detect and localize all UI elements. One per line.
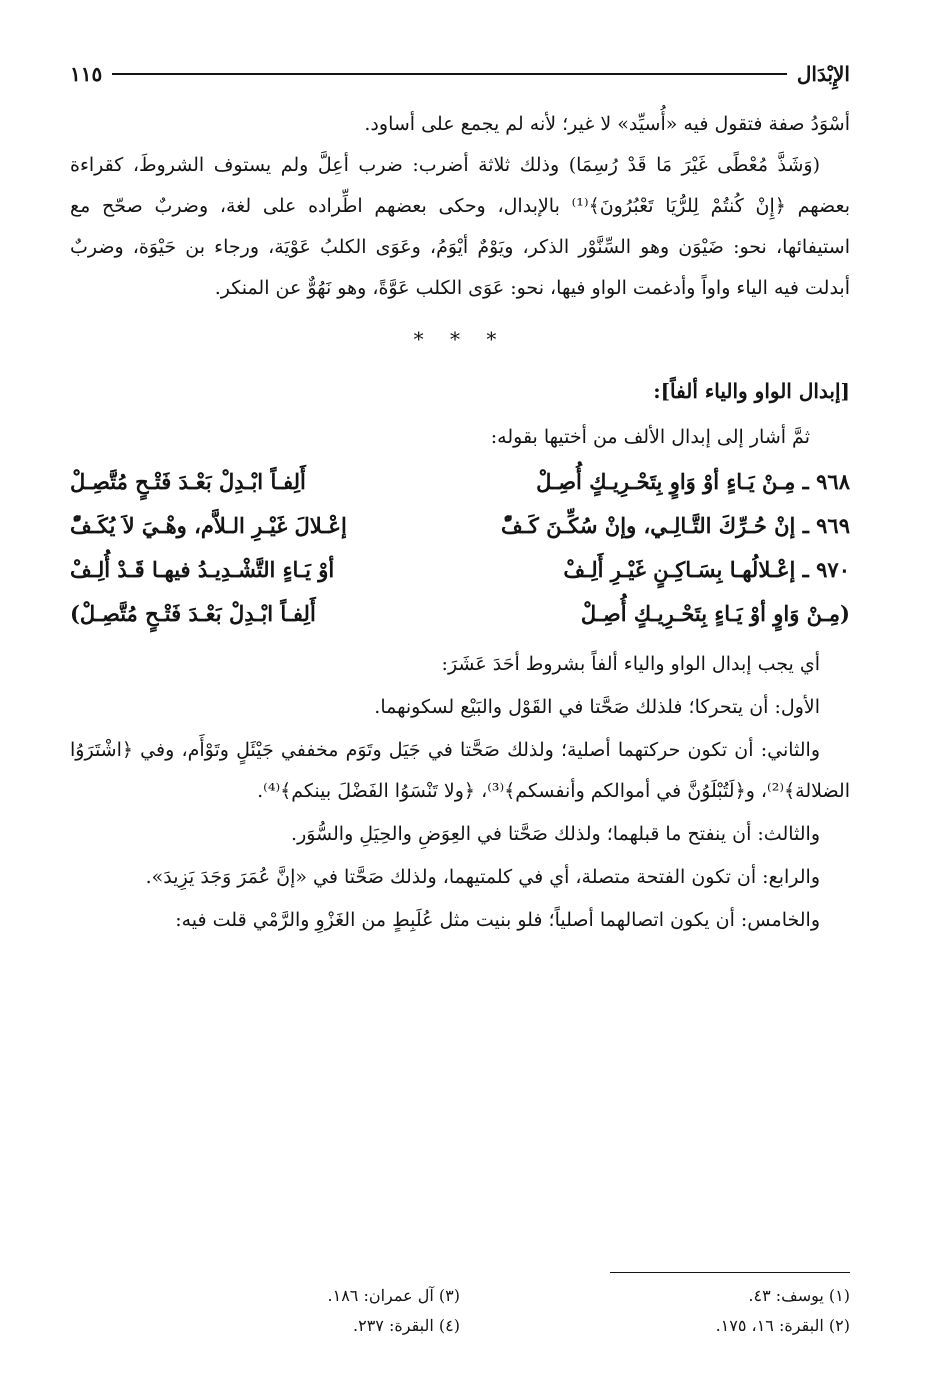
verse-second-hemistich: إعْـلالَ غَيْـرِ الـلاَّم، وهْـيَ لاَ يُكَـفّْ xyxy=(70,513,347,538)
footnote-rule xyxy=(610,1272,850,1273)
verse-intro: ثمَّ أشار إلى إبدال الألف من أختيها بقوله: xyxy=(490,426,810,448)
verse-first-hemistich: (مِـنْ وَاوٍ أوْ يَـاءٍ بِتَحْـرِيـكٍ أُصِـلْ xyxy=(580,601,850,626)
page-number: ١١٥ xyxy=(70,62,103,86)
verse-second-hemistich: أَلِفـاً ابْـدِلْ بَعْـدَ فَتْـحٍ مُتَّصِـلْ) xyxy=(70,601,316,626)
footnote: (٣) آل عمران: ١٨٦. xyxy=(327,1286,460,1305)
footnote-grid xyxy=(70,1281,850,1341)
paragraph: (وَشَذَّ مُعْطًى غَيْرَ مَا قَدْ رُسِمَا) وذلك ثلاثة أضرب: ضرب أعِلَّ ولم يستوف الشروطَ، كقراءة بعضهم ﴿إِنْ كُنتُمْ لِلرُّيَا تَعْبُرُونَ﴾⁽¹⁾ بالإبدال، وحكى بعضهم اطِّراده على لغة، وضربٌ صحّح مع استيفائها، نحو: ضَيْوَن وهو السِّنَّوْر الذكر، ويَوْمٌ أيْوَمُ، وعَوَى الكلبُ عَوْيَة، ورجاء بن حَيْوَة، وضربٌ أبدلت فيه الياء واواً وأدغمت الواو فيها، نحو: عَوَى الكلب عَوَّةً، وهو نَهُوٌّ عن المنكر. xyxy=(70,154,850,299)
footnote: (٢) البقرة: ١٦، ١٧٥. xyxy=(715,1316,850,1335)
header-rule xyxy=(112,73,787,75)
verse-line xyxy=(70,548,850,592)
verse-block xyxy=(70,460,850,636)
section-separator: * * * xyxy=(413,327,507,351)
footnote: (٤) البقرة: ٢٣٧. xyxy=(353,1316,460,1335)
verse-first-hemistich: ٩٧٠ ـ إعْـلالُهـا بِسَـاكِـنٍ غَيْـرِ أَلِـفْ xyxy=(563,557,850,582)
verse-first-hemistich: ٩٦٩ ـ إنْ حُـرِّكَ التَّـالِـي، وإنْ سُكِّـنَ كَـفّْ xyxy=(500,513,850,538)
paragraph: والرابع: أن تكون الفتحة متصلة، أي في كلمتيهما، ولذلك صَحَّتا في «إنَّ عُمَرَ وَجَدَ يَزِيدَ». xyxy=(145,866,820,888)
footnote-column-left xyxy=(70,1281,460,1341)
paragraph: والثاني: أن تكون حركتهما أصلية؛ ولذلك صَحَّتا في جَيَل وتَوَم مخففي جَيْئَلٍ وتَوْأَم، وفي ﴿اشْتَرَوُا الضلالة﴾⁽²⁾، و﴿لَتُبْلَوُنَّ في أموالكم وأنفسكم﴾⁽³⁾، ﴿ولا تَنْسَوُا الفَضْلَ بينكم﴾⁽⁴⁾. xyxy=(70,739,850,802)
footnote: (١) يوسف: ٤٣. xyxy=(748,1286,850,1305)
running-header xyxy=(70,54,850,94)
verse-second-hemistich: أوْ يَـاءٍ التَّشْـدِيـدُ فيهـا قَـدْ أُلِـفْ xyxy=(70,557,335,582)
page-body xyxy=(70,54,850,941)
chapter-title: الإِبْدَال xyxy=(796,62,850,86)
verse-line xyxy=(70,504,850,548)
paragraph: الأول: أن يتحركا؛ فلذلك صَحَّتا في القَوْل والبَيْع لسكونهما. xyxy=(374,696,820,718)
verse-first-hemistich: ٩٦٨ ـ مِـنْ يَـاءٍ أوْ وَاوٍ بِتَحْـرِيـكٍ أُصِـلْ xyxy=(536,469,850,494)
verse-line xyxy=(70,460,850,504)
footnote-column-right xyxy=(460,1281,850,1341)
verse-line xyxy=(70,592,850,636)
paragraph: والخامس: أن يكون اتصالهما أصلياً؛ فلو بنيت مثل عُلَبِطٍ من الغَزْوِ والرَّمْي قلت فيه: xyxy=(175,909,820,931)
section-heading: [إبدال الواو والياء ألفاً]: xyxy=(653,379,850,403)
paragraph: والثالث: أن ينفتح ما قبلهما؛ ولذلك صَحَّتا في العِوَضِ والحِيَلِ والسُّوَر. xyxy=(291,823,820,845)
verse-second-hemistich: أَلِفـاً ابْـدِلْ بَعْـدَ فَتْـحٍ مُتَّصِـلْ xyxy=(70,469,306,494)
paragraph: أسْوَدُ صفة فتقول فيه «أُسيِّد» لا غير؛ لأنه لم يجمع على أساود. xyxy=(364,113,850,135)
footnotes xyxy=(70,1272,850,1341)
paragraph: أي يجب إبدال الواو والياء ألفاً بشروط أحَدَ عَشَرَ: xyxy=(441,653,820,675)
